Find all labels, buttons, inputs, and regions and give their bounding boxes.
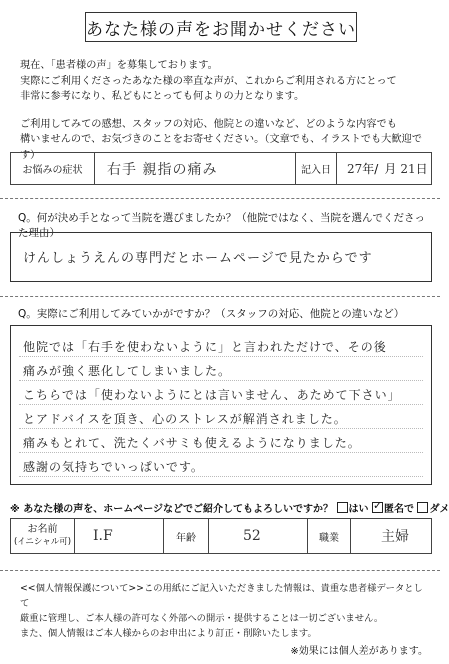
privacy-line: また、個人情報はご本人様からのお申出により訂正・削除いたします。 [20, 628, 317, 639]
intro-text [20, 58, 430, 163]
q2-answer-box[interactable] [10, 325, 432, 485]
checkbox-checked-icon [372, 502, 383, 513]
age-value[interactable]: 52 [243, 528, 261, 544]
intro-line: ご利用してみての感想、スタッフの対応、他院との違いなど、どのような内容でも [20, 118, 397, 130]
checkbox-icon [337, 502, 348, 513]
privacy-notice [20, 581, 430, 641]
section-divider [0, 198, 440, 199]
symptom-label: お悩みの症状 [11, 153, 95, 184]
symptom-value[interactable]: 右手 親指の痛み [107, 161, 218, 178]
q2-question: Q。実際にご利用してみていかがですか？（スタッフの対応、他院との違いなど） [18, 308, 405, 320]
job-label: 職業 [307, 519, 351, 553]
privacy-line: <<個人情報保護について>>この用紙にご記入いただきました情報は、貴重な患者様データとして [20, 583, 423, 609]
consent-option-no[interactable]: ダメ [417, 504, 449, 515]
job-value[interactable]: 主婦 [381, 529, 409, 545]
checkbox-icon [417, 502, 428, 513]
intro-line: 現在、「患者様の声」を募集しております。 [20, 60, 218, 71]
date-year: 27 [347, 161, 363, 176]
section-divider [0, 296, 440, 297]
q2-answer-line: 感謝の気持ちでいっぱいです。 [23, 460, 204, 474]
consent-question: ※ あなた様の声を、ホームページなどでご紹介してもよろしいですか？ [10, 504, 334, 515]
intro-line: 構いませんので、お気づきのことをお寄せください。（文章でも、イラストでも大歓迎です） [20, 134, 422, 161]
date-label: 記入日 [295, 153, 337, 184]
q2-answer-line: とアドバイスを頂き、心のストレスが解消されました。 [23, 412, 347, 426]
age-label: 年齢 [163, 519, 209, 553]
date-year-unit: 年/ [362, 162, 379, 176]
intro-line: 実際にご利用くださったあなた様の率直な声が、これからご利用される方にとって [20, 75, 397, 87]
date-field[interactable] [337, 153, 431, 184]
consent-option-yes[interactable]: はい [337, 504, 369, 515]
form-title: あなた様の声をお聞かせください [85, 12, 357, 42]
q2-answer-line: 痛みが強く悪化してしまいました。 [23, 364, 232, 378]
date-day: 21 [400, 161, 416, 176]
q1-question: Q。何が決め手となって当院を選びましたか？（他院ではなく、当院を選んでくださった理由） [18, 212, 426, 239]
info-row [10, 518, 432, 554]
consent-option-anonymous[interactable]: ✓ 匿名で [372, 504, 414, 515]
name-value[interactable]: I.F [93, 528, 113, 544]
name-label: お名前 (イニシャル可) [11, 519, 75, 553]
symptom-row [10, 152, 432, 185]
q1-answer: けんしょうえんの専門だとホームページで見たからです [23, 251, 373, 266]
q2-answer-line: こちらでは「使わないようにとは言いません、あためて下さい」 [23, 388, 401, 402]
intro-line: 非常に参考になり、私どもにとっても何よりの力となります。 [20, 91, 305, 102]
consent-row [10, 500, 449, 515]
q2-answer-line: 痛みもとれて、洗たくバサミも使えるようになりました。 [23, 436, 361, 450]
date-month: 月 [384, 162, 397, 176]
q2-answer-line: 他院では「右手を使わないように」と言われただけで、その後 [23, 340, 387, 354]
q1-answer-box[interactable] [10, 232, 432, 282]
disclaimer: ※効果には個人差があります。 [290, 646, 428, 657]
date-day-unit: 日 [415, 162, 428, 176]
section-divider [0, 570, 440, 571]
privacy-line: 厳重に管理し、ご本人様の許可なく外部への開示・提供することは一切ございません。 [20, 613, 384, 624]
